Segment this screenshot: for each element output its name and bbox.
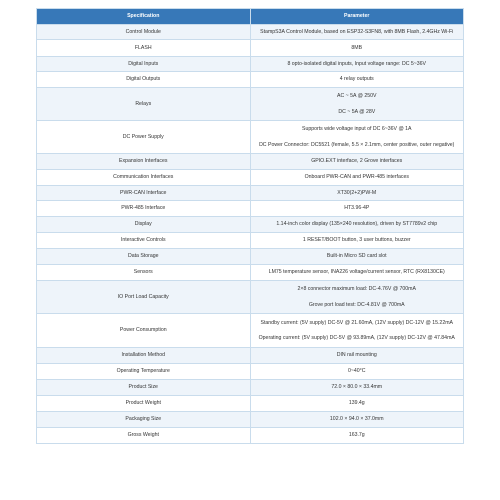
spec-value-line: Standby current: (5V supply) DC-5V @ 21.60mA, (12V supply) DC-12V @ 15.22mA (260, 319, 453, 326)
header-parameter: Parameter (250, 9, 464, 25)
table-row (37, 154, 464, 170)
spec-value-line: 72.0 × 80.0 × 33.4mm (331, 384, 383, 391)
spec-value (250, 121, 464, 154)
spec-value-line: 1 RESET/BOOT button, 3 user buttons, buzzer (302, 237, 411, 244)
spec-table (36, 8, 464, 444)
spec-name: Installation Method (37, 348, 251, 364)
table-row (37, 249, 464, 265)
spec-value-line: 102.0 × 94.0 × 37.0mm (329, 416, 384, 423)
spec-value (250, 314, 464, 348)
table-row (37, 88, 464, 121)
spec-value-line: Built-in Micro SD card slot (326, 253, 387, 260)
spec-value-line: 8 opto-isolated digital inputs, Input voltage range: DC 5~36V (287, 60, 427, 67)
spec-value-line: 4 relay outputs (339, 76, 374, 83)
spec-value (250, 380, 464, 396)
spec-value (250, 412, 464, 428)
table-row (37, 281, 464, 314)
spec-value (250, 265, 464, 281)
spec-value (250, 233, 464, 249)
table-row (37, 396, 464, 412)
spec-value-line: 163.7g (348, 432, 365, 439)
table-row (37, 170, 464, 186)
spec-value-line: 1.14-inch color display (135×240 resolution), driven by ST7789v2 chip (276, 221, 438, 228)
spec-value (250, 201, 464, 217)
spec-value (250, 57, 464, 72)
spec-name: IO Port Load Capacity (37, 281, 251, 314)
spec-value-line: Onboard PWR-CAN and PWR-485 interfaces (304, 174, 409, 181)
spec-value-line: 8MB (351, 44, 363, 51)
spec-value-line: 139.4g (348, 400, 365, 407)
spec-value-line: HT3.96-4P (344, 205, 370, 212)
table-row (37, 217, 464, 233)
spec-name: Gross Weight (37, 428, 251, 444)
spec-name: Relays (37, 88, 251, 121)
spec-value (250, 25, 464, 40)
spec-name: FLASH (37, 40, 251, 57)
spec-value (250, 88, 464, 121)
spec-value (250, 72, 464, 88)
table-row (37, 72, 464, 88)
spec-value-line: LM75 temperature sensor, INA226 voltage/current sensor, RTC (RX8130CE) (268, 269, 445, 276)
table-body (37, 25, 464, 444)
spec-name: Communication Interfaces (37, 170, 251, 186)
spec-name: Power Consumption (37, 314, 251, 348)
table-row (37, 25, 464, 40)
spec-value-line: 0~40°C (347, 368, 366, 375)
spec-name: Expansion Interfaces (37, 154, 251, 170)
spec-value-line: DC ~ 5A @ 28V (338, 108, 376, 115)
spec-value (250, 154, 464, 170)
table-row (37, 412, 464, 428)
spec-value (250, 217, 464, 233)
spec-name: PWR-CAN Interface (37, 186, 251, 201)
table-row (37, 233, 464, 249)
table-row (37, 314, 464, 348)
spec-name: Data Storage (37, 249, 251, 265)
spec-value-line: AC ~ 5A @ 250V (337, 93, 377, 100)
spec-value (250, 40, 464, 57)
spec-name: Digital Inputs (37, 57, 251, 72)
table-row (37, 348, 464, 364)
spec-value-line: Supports wide voltage input of DC 6~36V @ 1A (301, 126, 412, 133)
spec-value (250, 396, 464, 412)
spec-name: DC Power Supply (37, 121, 251, 154)
spec-name: Product Weight (37, 396, 251, 412)
table-row (37, 121, 464, 154)
spec-value (250, 186, 464, 201)
table-row (37, 428, 464, 444)
table-row (37, 265, 464, 281)
spec-value (250, 364, 464, 380)
table-header-row (37, 9, 464, 25)
table-row (37, 186, 464, 201)
spec-name: Digital Outputs (37, 72, 251, 88)
header-specification: Specification (37, 9, 251, 25)
spec-value-line: DIN rail mounting (336, 352, 377, 359)
spec-name: PWR-485 Interface (37, 201, 251, 217)
spec-value (250, 281, 464, 314)
table-row (37, 57, 464, 72)
spec-value (250, 170, 464, 186)
spec-value-line: XT30(2+2)PW-M (337, 189, 377, 196)
table-row (37, 40, 464, 57)
spec-value-line: StampS3A Control Module, based on ESP32-S3FN8, with 8MB Flash, 2.4GHz Wi-Fi (260, 28, 454, 35)
spec-value (250, 348, 464, 364)
spec-value-line: Operating current: (5V supply) DC-5V @ 93.89mA, (12V supply) DC-12V @ 47.84mA (258, 335, 455, 341)
spec-name: Packaging Size (37, 412, 251, 428)
spec-name: Control Module (37, 25, 251, 40)
table-row (37, 380, 464, 396)
table-row (37, 201, 464, 217)
spec-value (250, 249, 464, 265)
table-row (37, 364, 464, 380)
spec-name: Operating Temperature (37, 364, 251, 380)
spec-name: Product Size (37, 380, 251, 396)
spec-value (250, 428, 464, 444)
spec-value-line: GPIO.EXT interface, 2 Grove interfaces (311, 158, 403, 165)
spec-value-line: Grove port load test: DC-4.81V @ 700mA (308, 301, 405, 308)
spec-value-line: DC Power Connector: DC5521 (female, 5.5 × 2.1mm, center positive, outer negative) (259, 141, 455, 148)
spec-name: Interactive Controls (37, 233, 251, 249)
spec-name: Sensors (37, 265, 251, 281)
spec-value-line: 2×8 connector maximum load: DC-4.76V @ 700mA (297, 286, 416, 293)
spec-name: Display (37, 217, 251, 233)
spec-table-container (36, 8, 464, 444)
